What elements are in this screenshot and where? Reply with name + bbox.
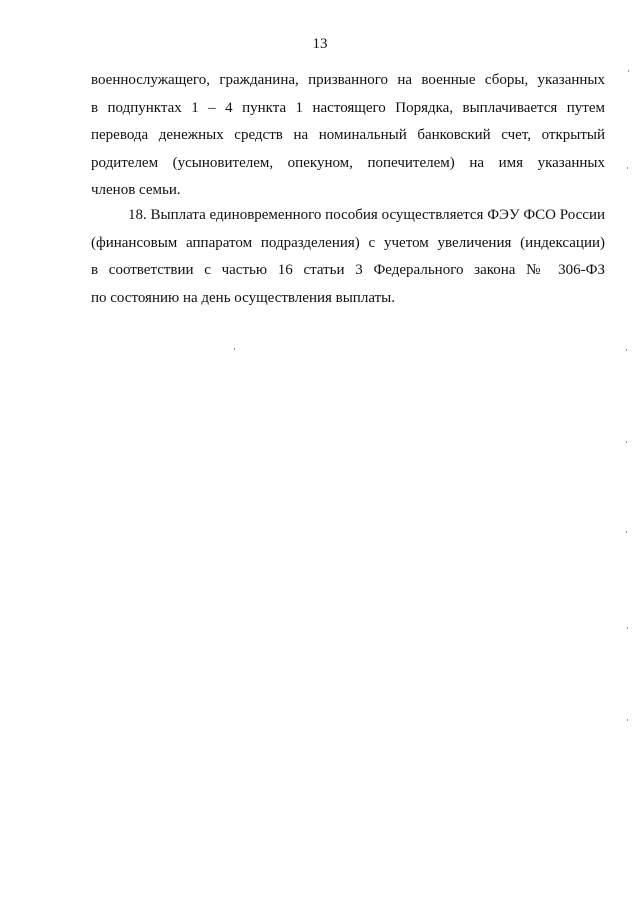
paragraph-line: в подпунктах 1 – 4 пункта 1 настоящего Порядка, выплачивается путем <box>91 99 605 116</box>
paragraph-line: родителем (усыновителем, опекуном, попечителем) на имя указанных <box>91 154 605 171</box>
page-number: 13 <box>312 36 328 52</box>
paragraph-line: перевода денежных средств на номинальный банковский счет, открытый <box>91 127 605 143</box>
scan-speck <box>627 627 628 629</box>
paragraph-continuation <box>91 67 605 205</box>
scan-speck <box>628 70 629 72</box>
paragraph-line: 18. Выплата единовременного пособия осуществляется ФЭУ ФСО России <box>128 207 605 223</box>
paragraph-line: военнослужащего, гражданина, призванного на военные сборы, указанных <box>91 72 605 88</box>
scan-speck <box>627 719 628 721</box>
scan-speck <box>234 348 235 350</box>
scan-speck <box>626 441 627 443</box>
paragraph-line: (финансовым аппаратом подразделения) с учетом увеличения (индексации) <box>91 234 605 251</box>
scan-speck <box>626 531 627 533</box>
paragraph-line: по состоянию на день осуществления выплаты. <box>91 289 395 306</box>
paragraph-item-18 <box>91 202 605 312</box>
paragraph-line: в соответствии с частью 16 статьи 3 Федерального закона № 306-ФЗ <box>91 262 605 278</box>
scan-speck <box>626 349 627 351</box>
paragraph-line: членов семьи. <box>91 182 181 198</box>
scan-speck <box>627 167 628 169</box>
